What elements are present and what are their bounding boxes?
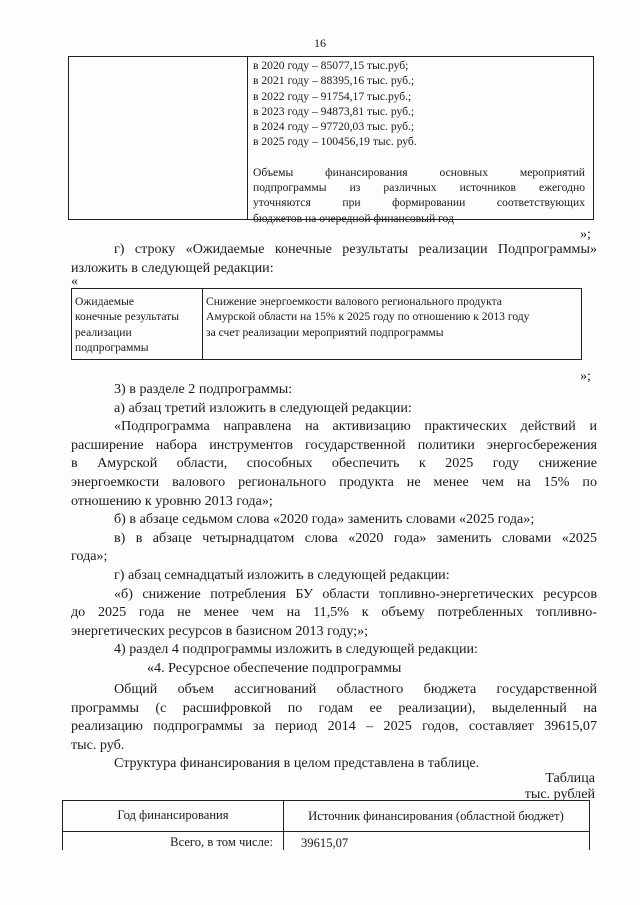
- row-value-total: 39615,07: [301, 836, 349, 850]
- quote2-line: до 2025 года не менее чем на 11,5% к объему потребленных топливно-: [71, 604, 597, 621]
- table-divider: [247, 57, 248, 219]
- summary-line: программы (с расшифровкой по годам ее реализации), выделенный на: [71, 699, 597, 716]
- table-caption: Таблица: [545, 770, 595, 786]
- row-label-total: Всего, в том числе:: [170, 835, 273, 849]
- page-number: 16: [314, 36, 326, 50]
- item-b: б) в абзаце седьмом слова «2020 года» заменить словами «2025 года»;: [114, 511, 535, 528]
- structure-line: Структура финансирования в целом представлена в таблице.: [114, 755, 480, 772]
- quote2-line: энергетических ресурсов в базисном 2013 году;»;: [71, 622, 369, 639]
- closing-quote: »;: [580, 368, 591, 384]
- quote-line: энергоемкости валового регионального продукта не менее чем на 15% по: [71, 473, 597, 490]
- results-label-line: реализации: [75, 325, 132, 339]
- results-value-line: Амурской области на 15% к 2025 году по отношению к 2013 году: [206, 310, 530, 324]
- summary-line: Общий объем ассигнований областного бюджета государственной: [114, 681, 597, 697]
- results-value-line: Снижение энергоемкости валового регионального продукта: [206, 295, 502, 308]
- table-unit: тыс. рублей: [524, 786, 595, 802]
- funding-year-line: в 2024 году – 97720,03 тыс. руб.;: [253, 120, 415, 134]
- paragraph-g: [71, 240, 597, 277]
- funding-note-line: бюджетов на очередной финансовый год: [253, 211, 454, 225]
- results-label-line: Ожидаемые: [75, 295, 135, 308]
- quote-line: в Амурской области, способных обеспечить к 2025 году снижение: [71, 455, 597, 472]
- opening-quote: «: [71, 273, 79, 289]
- results-label-line: подпрограммы: [75, 340, 149, 354]
- expected-results-table: [71, 288, 582, 360]
- quote-line: расширение набора инструментов государственной политики энергосбережения: [71, 436, 597, 453]
- paragraph-line: г) строку «Ожидаемые конечные результаты реализации Подпрограммы»: [114, 241, 597, 257]
- results-label-line: конечные результаты: [75, 310, 180, 324]
- results-value-line: за счет реализации мероприятий подпрограммы: [206, 325, 444, 339]
- col-header-year: Год финансирования: [117, 808, 229, 822]
- quote-line: отношению к уровню 2013 года»;: [71, 492, 273, 509]
- paragraph-line: изложить в следующей редакции:: [71, 259, 274, 276]
- summary-line: тыс. руб.: [71, 736, 125, 753]
- quote-line: «Подпрограмма направлена на активизацию практических действий и: [114, 418, 597, 435]
- funding-note-line: Объемы финансирования основных мероприятий: [253, 165, 585, 179]
- finance-structure-table: [62, 800, 590, 850]
- funding-table-continuation: [68, 56, 594, 225]
- funding-year-line: в 2023 году – 94873,81 тыс. руб.;: [253, 104, 415, 118]
- item-3: 3) в разделе 2 подпрограммы:: [114, 381, 293, 397]
- table-divider: [63, 831, 589, 832]
- funding-year-line: в 2020 году – 85077,15 тыс.руб;: [253, 59, 409, 72]
- item-g: г) абзац семнадцатый изложить в следующей редакции:: [114, 566, 450, 583]
- item-v-line: года»;: [71, 548, 108, 565]
- col-header-source: Источник финансирования (областной бюджет): [308, 809, 564, 823]
- item-4: 4) раздел 4 подпрограммы изложить в следующей редакции:: [114, 641, 478, 658]
- summary-line: реализацию подпрограммы за период 2014 – 2025 годов, составляет 39615,07: [71, 718, 597, 735]
- closing-quote: »;: [580, 226, 591, 242]
- funding-year-line: в 2022 году – 91754,17 тыс.руб.;: [253, 89, 412, 103]
- funding-note-line: подпрограммы из различных источников ежегодно: [253, 181, 585, 195]
- funding-years-cell: [253, 58, 585, 226]
- funding-year-line: в 2021 году – 88395,16 тыс. руб.;: [253, 74, 415, 88]
- section-title: «4. Ресурсное обеспечение подпрограммы: [147, 659, 402, 676]
- quote2-line: «б) снижение потребления БУ области топливно-энергетических ресурсов: [114, 585, 597, 602]
- results-value-cell: [206, 294, 578, 340]
- funding-year-line: в 2025 году – 100456,19 тыс. руб.: [253, 135, 417, 149]
- body-text: [71, 380, 597, 678]
- summary-paragraph: [71, 680, 597, 773]
- results-label-cell: [75, 294, 200, 355]
- table-divider: [202, 289, 203, 359]
- funding-note-line: уточняются при формировании соответствующих: [253, 196, 585, 210]
- item-a: а) абзац третий изложить в следующей редакции:: [114, 399, 412, 416]
- item-v-line: в) в абзаце четырнадцатом слова «2020 года» заменить словами «2025: [114, 529, 597, 546]
